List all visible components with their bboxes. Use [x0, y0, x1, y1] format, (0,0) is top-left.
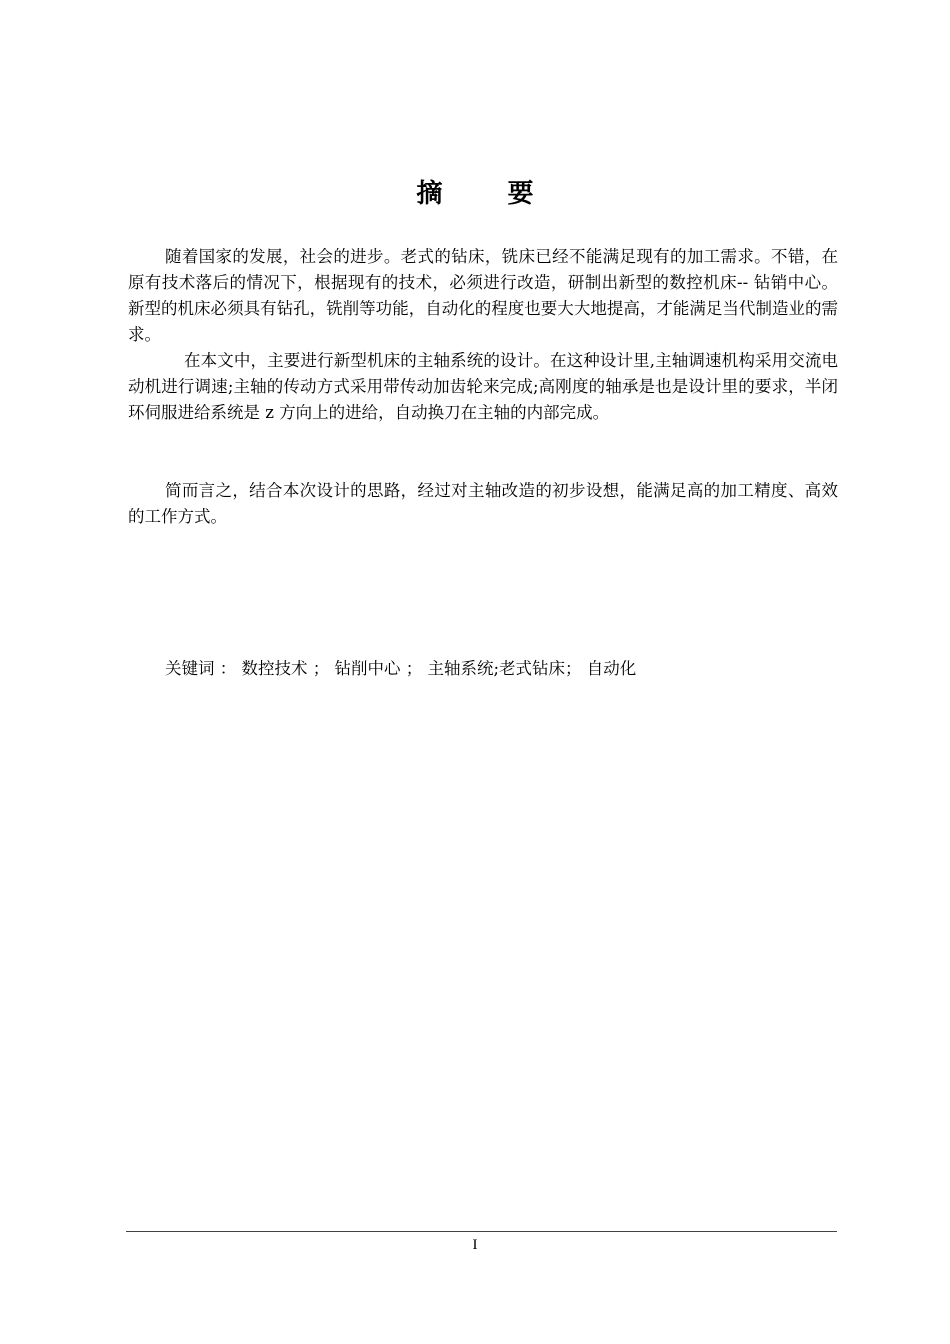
footer-divider: [126, 1231, 837, 1232]
abstract-paragraph-3: [128, 478, 838, 530]
page-number: I: [472, 1237, 478, 1253]
abstract-title: 摘 要: [416, 179, 562, 209]
abstract-paragraph-2: [128, 348, 838, 426]
paragraph-text: 随着国家的发展，社会的进步。老式的钻床，铣床已经不能满足现有的加工需求。不错，在原有技术落后的情况下，根据现有的技术，必须进行改造，研制出新型的数控机床-- 钻销中心。 新型的机床必须具有钻孔，铣削等功能，自动化的程度也要大大地提高，才能满足当代制造业的需求。: [128, 247, 838, 344]
keywords-line: 关键词 ： 数控技术 ； 钻削中心 ； 主轴系统;老式钻床； 自动化: [165, 659, 637, 678]
paragraph-text: 简而言之，结合本次设计的思路，经过对主轴改造的初步设想，能满足高的加工精度、高效的工作方式。: [128, 481, 838, 526]
abstract-paragraph-1: [128, 244, 838, 348]
paragraph-text: 在本文中，主要进行新型机床的主轴系统的设计。在这种设计里,主轴调速机构采用交流电动机进行调速;主轴的传动方式采用带传动加齿轮来完成;高刚度的轴承是也是设计里的要求，半闭环伺服进给系统是 z 方向上的进给，自动换刀在主轴的内部完成。: [128, 351, 838, 422]
